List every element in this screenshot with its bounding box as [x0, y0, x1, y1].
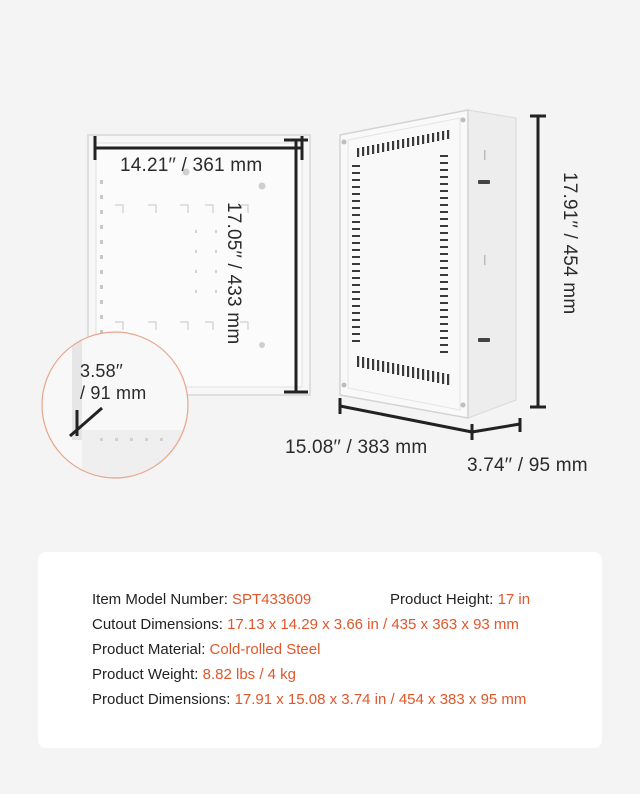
spec-label: Cutout Dimensions: [92, 616, 228, 633]
spec-weight [92, 665, 296, 685]
inner-depth-line2: / 91 mm [80, 383, 147, 403]
spec-label: Product Dimensions: [92, 691, 235, 708]
inner-depth-line1: 3.58′′ [80, 361, 123, 381]
spec-label: Product Material: [92, 641, 210, 658]
spec-item-model [92, 590, 311, 610]
front-width-label: 15.08′′ / 383 mm [285, 437, 428, 458]
front-depth-label: 3.74′′ / 95 mm [467, 455, 588, 476]
spec-label: Product Weight: [92, 666, 203, 683]
front-height-label: 17.91′′ / 454 mm [559, 172, 580, 315]
enclosure-front-view [340, 110, 546, 440]
back-height-label: 17.05′′ / 433 mm [223, 202, 244, 345]
spec-value: 17.13 x 14.29 x 3.66 in / 435 x 363 x 93 mm [227, 616, 519, 633]
spec-dimensions [92, 690, 526, 710]
spec-value: 8.82 lbs / 4 kg [202, 666, 297, 683]
spec-label: Item Model Number: [92, 591, 233, 608]
specs-card [38, 552, 602, 748]
spec-value: SPT433609 [232, 591, 312, 608]
spec-label: Product Height: [390, 591, 498, 608]
spec-value: 17.91 x 15.08 x 3.74 in / 454 x 383 x 95 mm [234, 691, 527, 708]
spec-value: 17 in [497, 591, 531, 608]
inner-depth-label [80, 360, 146, 404]
spec-product-height [390, 590, 530, 610]
spec-material [92, 640, 320, 660]
spec-value: Cold-rolled Steel [209, 641, 321, 658]
back-width-label: 14.21′′ / 361 mm [120, 155, 263, 176]
spec-cutout [92, 615, 519, 635]
